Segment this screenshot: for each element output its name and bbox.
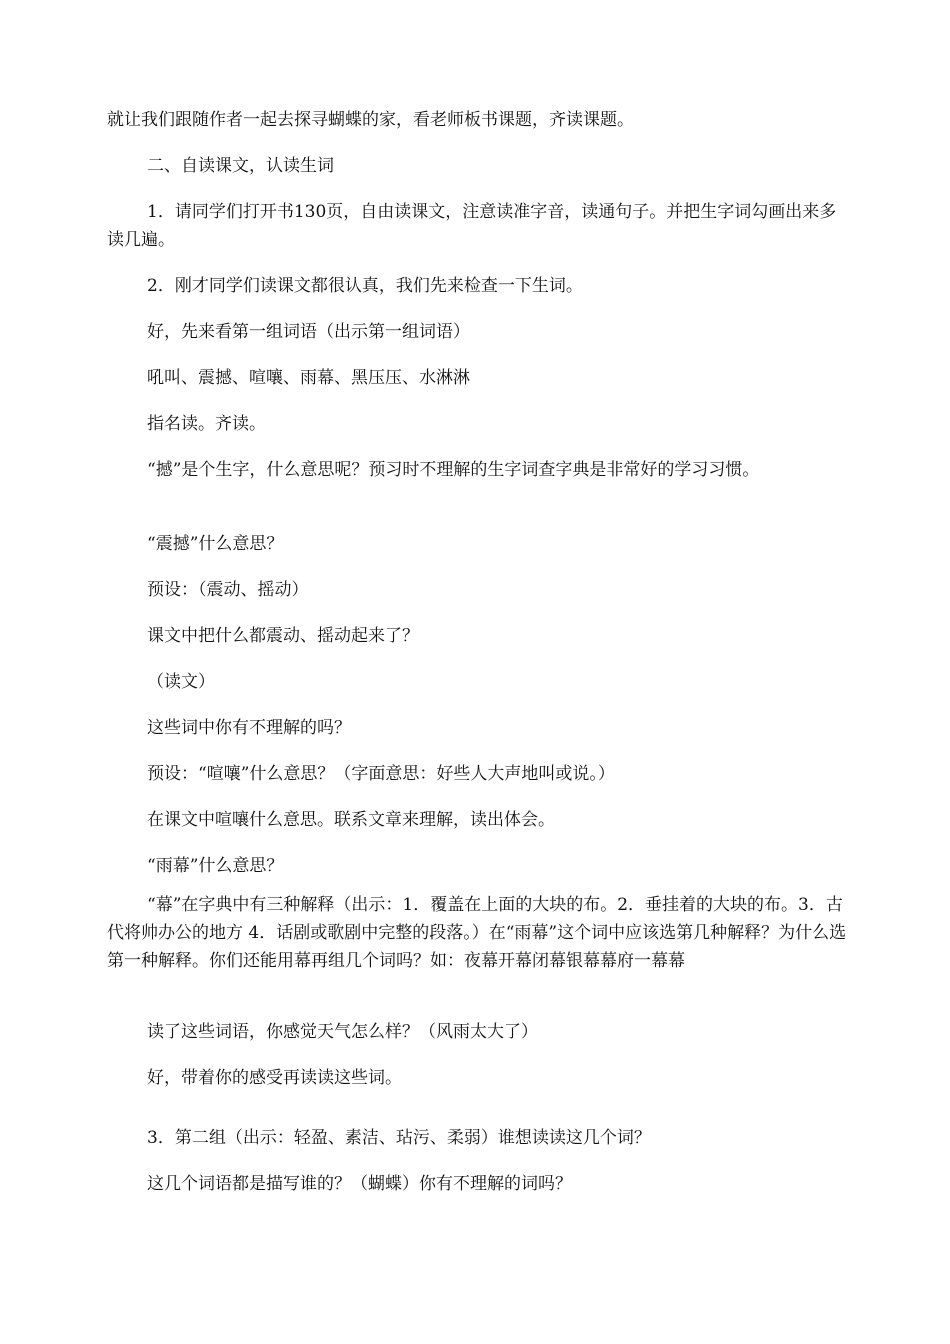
paragraph-han-meaning: “撼”是个生字，什么意思呢？预习时不理解的生字词查字典是非常好的学习习惯。 — [147, 460, 760, 480]
paragraph-zhenhan-question: “震撼”什么意思？ — [147, 534, 284, 554]
paragraph-shaking-question: 课文中把什么都震动、摇动起来了？ — [147, 626, 419, 646]
paragraph-intro-continuation: 就让我们跟随作者一起去探寻蝴蝶的家，看老师板书课题，齐读课题。 — [107, 110, 634, 130]
paragraph-step-3: 3．第二组（出示：轻盈、素洁、玷污、柔弱）谁想读读这几个词？ — [147, 1128, 651, 1148]
paragraph-yumu-question: “雨幕”什么意思？ — [147, 856, 284, 876]
paragraph-preset-2: 预设：“喧嚷”什么意思？（字面意思：好些人大声地叫或说。） — [147, 764, 615, 784]
paragraph-read-text: （读文） — [147, 672, 215, 692]
paragraph-butterfly-question: 这几个词语都是描写谁的？（蝴蝶）你有不理解的词吗？ — [147, 1174, 572, 1194]
paragraph-step-2: 2．刚才同学们读课文都很认真，我们先来检查一下生词。 — [147, 276, 583, 296]
paragraph-group-1-intro: 好，先来看第一组词语（出示第一组词语） — [147, 322, 470, 342]
section-heading-2: 二、自读课文，认读生词 — [147, 156, 334, 176]
paragraph-read-again: 好，带着你的感受再读读这些词。 — [147, 1068, 402, 1088]
paragraph-unknown-words: 这些词中你有不理解的吗？ — [147, 718, 351, 738]
paragraph-reading: 指名读。齐读。 — [147, 414, 266, 434]
paragraph-word-list-1: 吼叫、震撼、喧嚷、雨幕、黑压压、水淋淋 — [147, 368, 470, 388]
paragraph-context-meaning: 在课文中喧嚷什么意思。联系文章来理解，读出体会。 — [147, 810, 555, 830]
paragraph-step-1: 1．请同学们打开书130页，自由读课文，注意读准字音，读通句子。并把生字词勾画出来多读几遍。 — [107, 202, 837, 250]
paragraph-weather-question: 读了这些词语，你感觉天气怎么样？（风雨太大了） — [147, 1022, 538, 1042]
paragraph-mu-definitions: “幕”在字典中有三种解释（出示：1．覆盖在上面的大块的布。2．垂挂着的大块的布。3．古代将帅办公的地方 4．话剧或歌剧中完整的段落。）在“雨幕”这个词中应该选第几种解释？为什么选第一种解释。你们还能用幕再组几个词吗？如：夜幕开幕闭幕银幕幕府一幕幕 — [107, 895, 847, 971]
paragraph-preset-1: 预设：（震动、摇动） — [147, 580, 309, 600]
